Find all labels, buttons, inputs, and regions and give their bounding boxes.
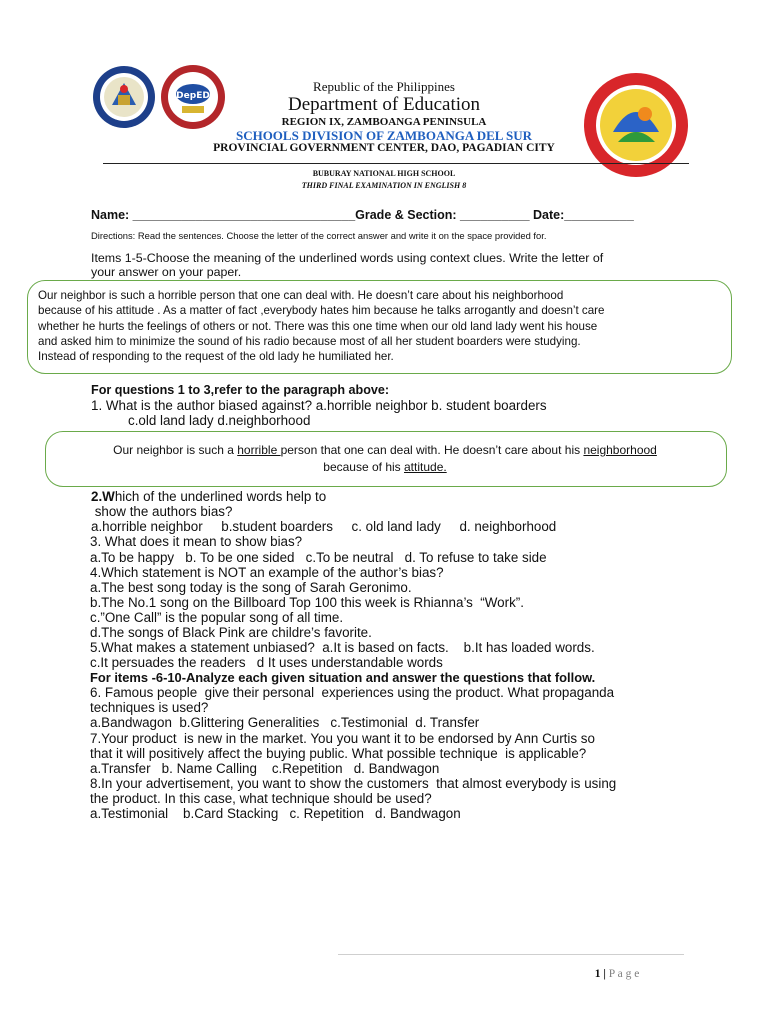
header-divider <box>103 163 689 164</box>
page-label: P a g e <box>608 968 640 980</box>
page-footer <box>589 956 639 980</box>
department-title: Department of Education <box>287 94 481 115</box>
question-5: 5.What makes a statement unbiased? a.It is based on facts. b.It has loaded words. <box>90 640 595 655</box>
question-7-line2: that it will positively affect the buying public. What possible technique is applicable? <box>90 746 587 761</box>
items-intro-line1: Items 1-5-Choose the meaning of the underlined words using context clues. Write the letter of <box>91 251 604 265</box>
student-info-line: Name: ________________________________Grade & Section: __________ Date:__________ <box>91 208 634 222</box>
question-4-option-d: d.The songs of Black Pink are childre’s favorite. <box>90 625 372 640</box>
question-2 <box>91 489 326 504</box>
question-6-options: a.Bandwagon b.Glittering Generalities c.Testimonial d. Transfer <box>90 715 480 730</box>
question-1-options: c.old land lady d.neighborhood <box>128 413 311 428</box>
quote-text-3: because of his <box>323 460 404 474</box>
paragraph-line-2: because of his attitude . As a matter of fact ,everybody hates him because he talks arrogantly and doesn’t care <box>38 304 605 317</box>
paragraph-line-3: whether he hurts the feelings of others or not. There was this one time when our old land lady went his house <box>38 320 598 333</box>
quote-text-1: Our neighbor is such a <box>113 443 238 457</box>
question-7: 7.Your product is new in the market. You you want it to be endorsed by Ann Curtis so <box>90 731 595 746</box>
republic-line: Republic of the Philippines <box>313 79 455 94</box>
question-2-number: 2.W <box>91 489 115 504</box>
paragraph-line-1: Our neighbor is such a horrible person that one can deal with. He doesn’t care about his neighborhood <box>38 289 564 302</box>
school-name: BUBURAY NATIONAL HIGH SCHOOL <box>312 169 456 178</box>
question-7-options: a.Transfer b. Name Calling c.Repetition d. Bandwagon <box>90 761 440 776</box>
items-6-10-heading: For items -6-10-Analyze each given situation and answer the questions that follow. <box>90 670 596 685</box>
question-2-options: a.horrible neighbor b.student boarders c. old land lady d. neighborhood <box>91 519 557 534</box>
region-line: REGION IX, ZAMBOANGA PENINSULA <box>281 116 487 128</box>
underlined-neighborhood: neighborhood <box>583 443 657 457</box>
page-separator: | <box>600 968 609 980</box>
question-5-options: c.It persuades the readers d It uses understandable words <box>90 655 443 670</box>
exam-title: THIRD FINAL EXAMINATION IN ENGLISH 8 <box>301 181 467 190</box>
question-4-option-b: b.The No.1 song on the Billboard Top 100 this week is Rhianna’s “Work”. <box>90 595 524 610</box>
question-6: 6. Famous people give their personal experiences using the product. What propaganda <box>90 685 615 700</box>
question-4-option-c: c.”One Call” is the popular song of all time. <box>90 610 344 625</box>
page-number: 1 <box>594 968 601 980</box>
quote-line-2 <box>45 460 725 474</box>
quote-line-1 <box>45 443 725 457</box>
question-8-options: a.Testimonial b.Card Stacking c. Repetition d. Bandwagon <box>90 806 461 821</box>
quote-box <box>45 431 727 487</box>
question-1: 1. What is the author biased against? a.horrible neighbor b. student boarders <box>91 398 547 413</box>
underlined-horrible: horrible <box>237 443 281 457</box>
directions: Directions: Read the sentences. Choose the letter of the correct answer and write it on the space provided for. <box>91 230 547 241</box>
provincial-center-line: PROVINCIAL GOVERNMENT CENTER, DAO, PAGADIAN CITY <box>213 142 555 154</box>
question-6-line2: techniques is used? <box>90 700 209 715</box>
question-2-text: hich of the underlined words help to <box>114 489 327 504</box>
question-2-line2: show the authors bias? <box>91 504 233 519</box>
quote-text-2: person that one can deal with. He doesn’t care about his <box>280 443 584 457</box>
items-intro-line2: your answer on your paper. <box>91 265 242 279</box>
question-3-options: a.To be happy b. To be one sided c.To be neutral d. To refuse to take side <box>90 550 547 565</box>
footer-divider <box>338 954 684 955</box>
question-4-option-a: a.The best song today is the song of Sarah Geronimo. <box>90 580 412 595</box>
question-3: 3. What does it mean to show bias? <box>90 534 303 549</box>
question-8-line2: the product. In this case, what technique should be used? <box>90 791 432 806</box>
underlined-attitude: attitude. <box>404 460 447 474</box>
question-4: 4.Which statement is NOT an example of the author’s bias? <box>90 565 444 580</box>
paragraph-line-5: Instead of responding to the request of the old lady he humiliated her. <box>38 350 394 363</box>
paragraph-line-4: and asked him to minimize the sound of his radio because most of all her student boarders were studying. <box>38 335 581 348</box>
question-8: 8.In your advertisement, you want to show the customers that almost everybody is using <box>90 776 617 791</box>
division-line: SCHOOLS DIVISION OF ZAMBOANGA DEL SUR <box>235 128 533 143</box>
refer-heading: For questions 1 to 3,refer to the paragraph above: <box>91 383 390 397</box>
svg-text:DepED: DepED <box>176 91 210 101</box>
